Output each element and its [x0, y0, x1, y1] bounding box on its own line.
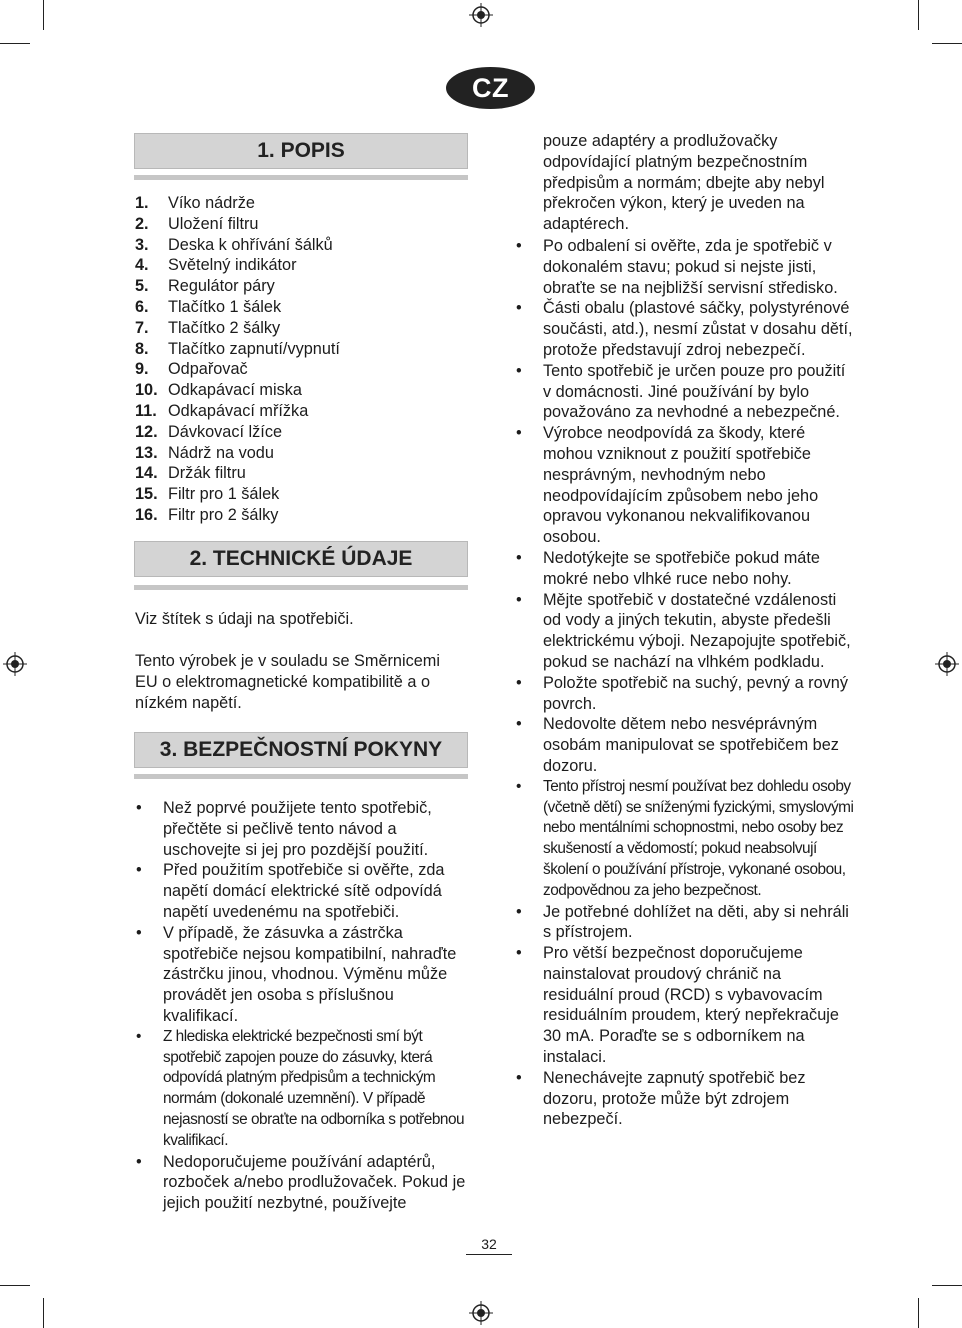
language-badge: CZ — [446, 67, 535, 109]
item-number: 14. — [135, 464, 158, 483]
item-label: Světelný indikátor — [168, 256, 297, 275]
compliance-paragraph: Tento výrobek je v souladu se Směrnicemi EU o elektromagnetické kompatibilitě a o nízkém napětí. — [135, 652, 440, 712]
crop-mark — [43, 0, 44, 30]
safety-item: • Tento spotřebič je určen pouze pro použití v domácnosti. Jiné používání by bylo považováno za nevhodné a nebezpečné. — [515, 361, 855, 423]
item-number: 15. — [135, 485, 158, 504]
crop-mark — [918, 0, 919, 30]
parts-list-item — [135, 422, 465, 443]
safety-item: • Položte spotřebič na suchý, pevný a rovný povrch. — [515, 673, 855, 715]
safety-item: • Části obalu (plastové sáčky, polystyrénové součásti, atd.), nesmí zůstat v dosahu dětí, protože představují zdroj nebezpečí. — [515, 298, 855, 360]
safety-item: • Tento přístroj nesmí používat bez dohledu osoby (včetně dětí) se sníženými fyzickými, smyslovými nebo mentálními schopnostmi, nebo osoby bez skušeností a vědomostí; pokud neabsolvují školení o používání přístroje, vykonané osobou, zodpovědnou za jeho bezpečnost. — [515, 777, 855, 902]
parts-list-item — [135, 193, 465, 214]
parts-list-item — [135, 505, 465, 526]
item-label: Dávkovací lžíce — [168, 422, 283, 441]
safety-item: • Před použitím spotřebiče si ověřte, zda napětí domácí elektrické sítě odpovídá napětí uvedenému na spotřebiči. — [135, 860, 467, 922]
item-label: Regulátor páry — [168, 277, 275, 296]
item-number: 9. — [135, 360, 149, 379]
item-number: 13. — [135, 443, 158, 462]
item-number: 6. — [135, 297, 149, 316]
item-label: Víko nádrže — [168, 194, 255, 212]
parts-list-item — [135, 276, 465, 297]
parts-list-item — [135, 443, 465, 464]
item-label: Odpařovač — [168, 360, 248, 379]
safety-list-right — [515, 236, 855, 1130]
item-label: Odkapávací miska — [168, 381, 302, 400]
parts-list-item — [135, 484, 465, 505]
crop-mark — [918, 1298, 919, 1328]
item-number: 11. — [135, 401, 157, 420]
item-number: 4. — [135, 256, 149, 275]
item-number: 7. — [135, 318, 149, 337]
item-number: 12. — [135, 422, 158, 441]
safety-item: • Než poprvé použijete tento spotřebič, přečtěte si pečlivě tento návod a uschovejte si jej pro pozdější použití. — [135, 798, 467, 860]
parts-list-item — [135, 297, 465, 318]
section-heading-technical-data: 2. TECHNICKÉ ÚDAJE — [134, 541, 468, 577]
safety-item: • Nedoporučujeme používání adaptérů, rozboček a/nebo prodlužovaček. Pokud je jejich použití nezbytné, používejte — [135, 1152, 467, 1214]
item-number: 10. — [135, 381, 158, 400]
safety-continuation: pouze adaptéry a prodlužovačky odpovídající platným bezpečnostním předpisům a normám; dbejte aby nebyl překročen výkon, který je uveden na adaptérech. — [543, 132, 825, 234]
section-divider — [134, 774, 468, 779]
parts-list — [135, 193, 465, 526]
item-label: Nádrž na vodu — [168, 443, 274, 462]
item-number: 2. — [135, 214, 149, 233]
registration-mark-icon — [935, 652, 959, 676]
item-label: Uložení filtru — [168, 214, 259, 233]
page-number-underline — [466, 1254, 512, 1255]
safety-item: • Po odbalení si ověřte, zda je spotřebič v dokonalém stavu; pokud si nejste jisti, obraťte se na nejbližší servisní středisko. — [515, 236, 855, 298]
parts-list-item — [135, 380, 465, 401]
crop-mark — [0, 1285, 30, 1286]
safety-item: • Nedotýkejte se spotřebiče pokud máte mokré nebo vlhké ruce nebo nohy. — [515, 548, 855, 590]
parts-list-item — [135, 318, 465, 339]
parts-list-item — [135, 401, 465, 422]
item-number: 8. — [135, 339, 149, 358]
crop-mark — [932, 1285, 962, 1286]
item-number: 16. — [135, 505, 158, 524]
safety-item: • Je potřebné dohlížet na děti, aby si nehráli s přístrojem. — [515, 902, 855, 944]
crop-mark — [0, 43, 30, 44]
item-label: Filtr pro 1 šálek — [168, 485, 280, 504]
safety-item: • Výrobce neodpovídá za škody, které mohou vzniknout z použití spotřebiče nesprávným, nevhodným nebo neodpovídajícím způsobem nebo jeho opravou vykonanou nekvalifikovanou osobou. — [515, 423, 855, 548]
parts-list-item — [135, 339, 465, 360]
parts-list-item — [135, 463, 465, 484]
safety-item: • Mějte spotřebič v dostatečné vzdálenosti od vody a jiných tekutin, abyste předešli elektrickému výboji. Nezapojujte spotřebič, pokud se nachází na vlhkém podkladu. — [515, 590, 855, 673]
item-label: Odkapávací mřížka — [168, 401, 309, 420]
safety-item: • V případě, že zásuvka a zástrčka spotřebiče nejsou kompatibilní, nahraďte zástrčku jinou, vhodnou. Výměnu může provádět jen osoba s příslušnou kvalifikací. — [135, 923, 467, 1027]
registration-mark-icon — [469, 3, 493, 27]
section-heading-popis: 1. POPIS — [134, 133, 468, 169]
parts-list-item — [135, 214, 465, 235]
safety-item: • Pro větší bezpečnost doporučujeme nainstalovat proudový chránič na residuální proud (RCD) s vybavovacím residuálním proudem, který nepřekračuje 30 mA. Poraďte se s odborníkem na instalaci. — [515, 943, 855, 1068]
parts-list-item — [135, 255, 465, 276]
item-number: 3. — [135, 235, 149, 254]
crop-mark — [43, 1298, 44, 1328]
item-label: Držák filtru — [168, 464, 246, 483]
item-label: Tlačítko 1 šálek — [168, 297, 282, 316]
safety-item: • Z hlediska elektrické bezpečnosti smí být spotřebič zapojen pouze do zásuvky, která odpovídá platným předpisům a technickým normám (dokonalé uzemnění). V případě nejasností se obraťte na odborníka s potřebnou kvalifikací. — [135, 1027, 467, 1152]
parts-list-item — [135, 359, 465, 380]
parts-list-item — [135, 235, 465, 256]
registration-mark-icon — [469, 1301, 493, 1325]
page-number: 32 — [481, 1236, 497, 1252]
section-divider — [134, 175, 468, 180]
crop-mark — [932, 43, 962, 44]
item-label: Deska k ohřívání šálků — [168, 235, 333, 254]
item-number: 5. — [135, 277, 149, 296]
item-label: Tlačítko zapnutí/vypnutí — [168, 339, 340, 358]
safety-item: • Nenechávejte zapnutý spotřebič bez dozoru, protože může být zdrojem nebezpečí. — [515, 1068, 855, 1130]
safety-item: • Nedovolte dětem nebo nesvéprávným osobám manipulovat se spotřebičem bez dozoru. — [515, 714, 855, 776]
section-heading-safety: 3. BEZPEČNOSTNÍ POKYNY — [134, 732, 468, 768]
section-divider — [134, 585, 468, 590]
registration-mark-icon — [3, 652, 27, 676]
item-label: Filtr pro 2 šálky — [168, 505, 279, 524]
safety-list-left — [135, 798, 467, 1214]
technical-data-paragraph: Viz štítek s údaji na spotřebiči. — [135, 610, 354, 628]
item-label: Tlačítko 2 šálky — [168, 318, 281, 337]
item-number: 1. — [135, 194, 149, 212]
